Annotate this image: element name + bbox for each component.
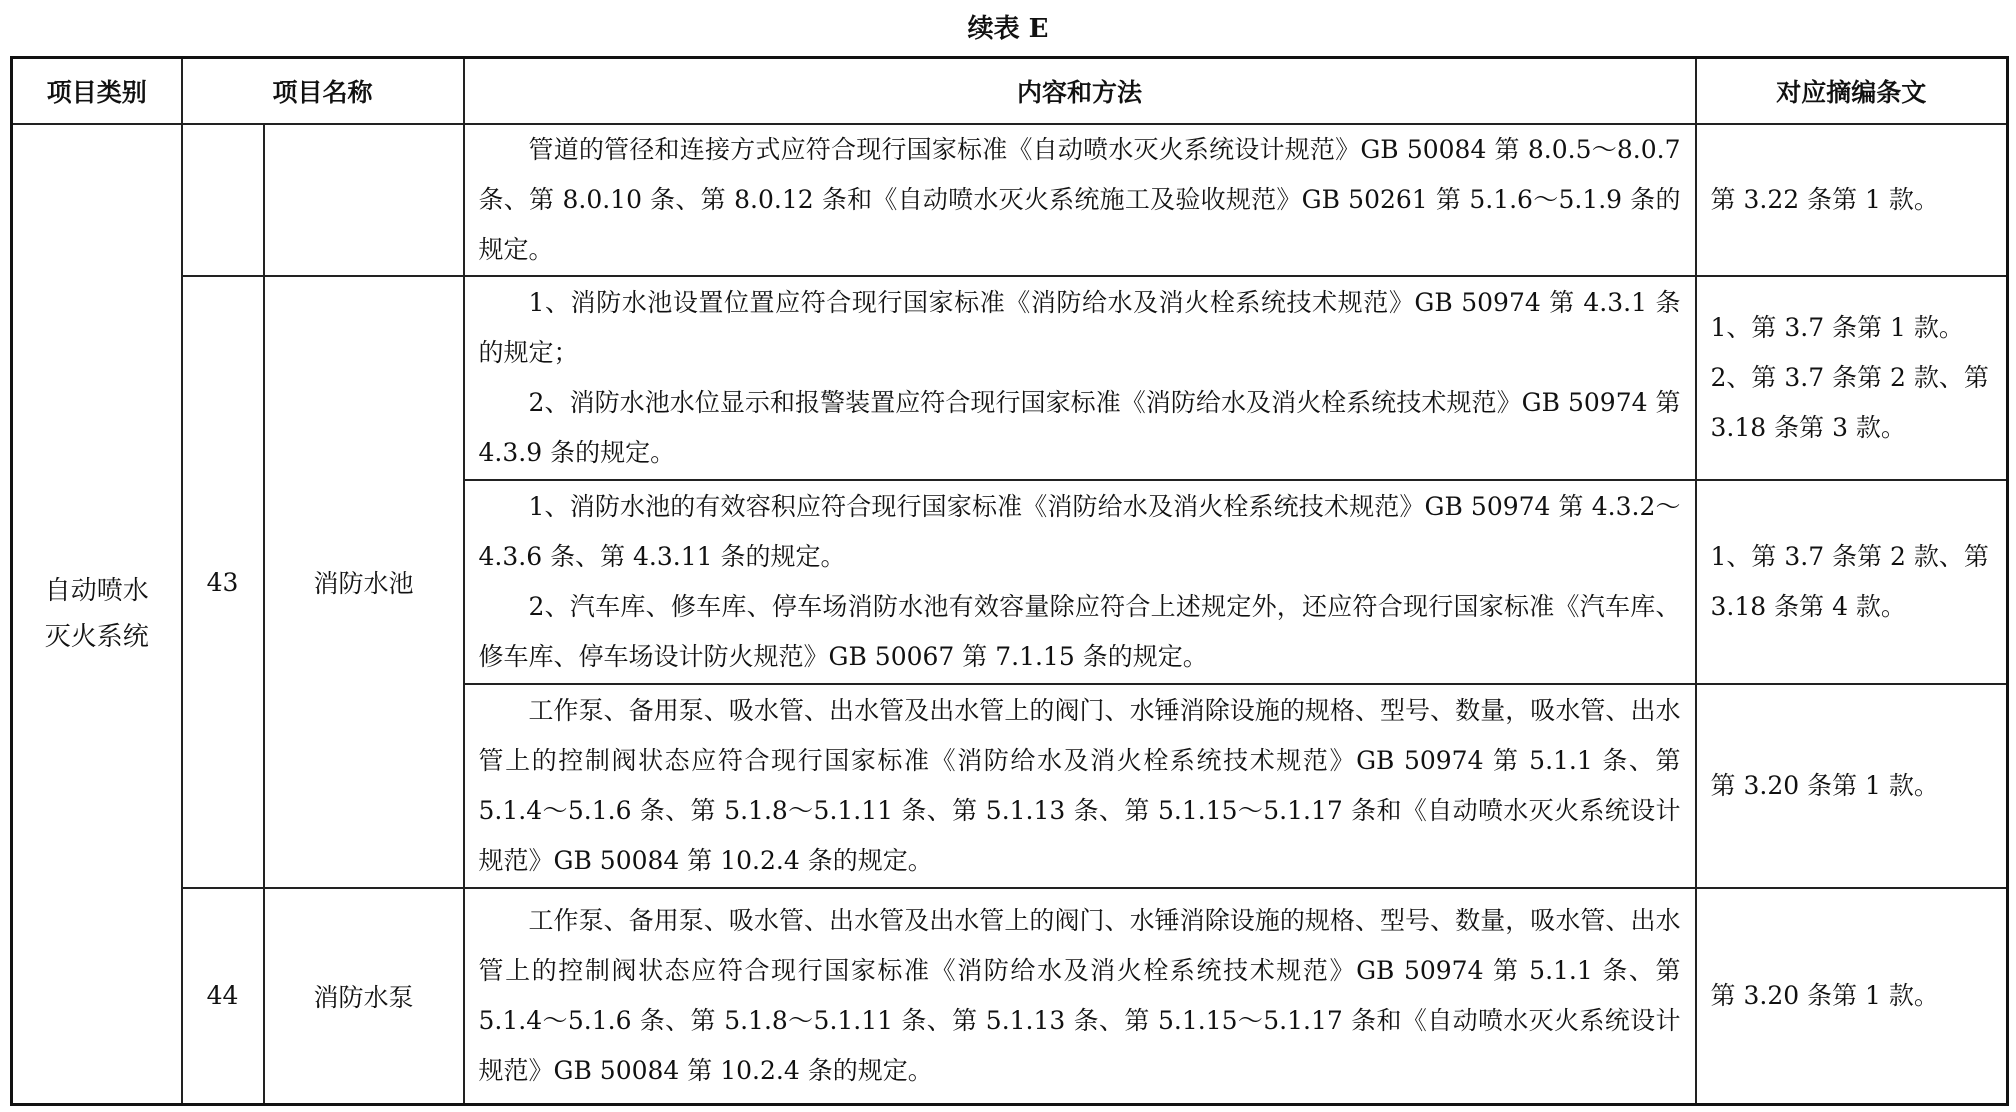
category-line: 灭火系统	[44, 621, 149, 652]
reference-line: 第 3.20 条第 1 款。	[1710, 980, 1939, 1010]
content-cell	[464, 684, 1696, 888]
reference-cell	[1696, 276, 2008, 480]
reference-cell	[1696, 684, 2008, 888]
item-name-cell: 消防水泵	[264, 888, 464, 1104]
category-line: 自动喷水	[44, 575, 149, 606]
content-paragraph: 工作泵、备用泵、吸水管、出水管及出水管上的阀门、水锤消除设施的规格、型号、数量，吸水管、出水管上的控制阀状态应符合现行国家标准《消防给水及消火栓系统技术规范》GB 50974 第 5.1.1 条、第 5.1.4～5.1.6 条、第 5.1.8～5.1.11 条、第 5.1.13 条、第 5.1.15～5.1.17 条和《自动喷水灭火系统设计规范》GB 50084 第 10.2.4 条的规定。	[478, 696, 1681, 875]
content-cell	[464, 124, 1696, 276]
header-reference: 对应摘编条文	[1696, 58, 2008, 125]
reference-line: 第 3.20 条第 1 款。	[1710, 771, 1939, 800]
content-paragraph: 管道的管径和连接方式应符合现行国家标准《自动喷水灭火系统设计规范》GB 50084 第 8.0.5～8.0.7 条、第 8.0.10 条、第 8.0.12 条和《自动喷水灭火系统施工及验收规范》GB 50261 第 5.1.6～5.1.9 条的规定。	[478, 135, 1681, 264]
content-cell	[464, 888, 1696, 1104]
item-number-cell: 44	[182, 888, 264, 1104]
table-header-row	[12, 58, 2008, 125]
content-paragraph: 工作泵、备用泵、吸水管、出水管及出水管上的阀门、水锤消除设施的规格、型号、数量，吸水管、出水管上的控制阀状态应符合现行国家标准《消防给水及消火栓系统技术规范》GB 50974 第 5.1.1 条、第 5.1.4～5.1.6 条、第 5.1.8～5.1.11 条、第 5.1.13 条、第 5.1.15～5.1.17 条和《自动喷水灭火系统设计规范》GB 50084 第 10.2.4 条的规定。	[478, 905, 1681, 1085]
header-category: 项目类别	[12, 58, 182, 125]
content-cell	[464, 480, 1696, 684]
content-cell	[464, 276, 1696, 480]
content-paragraph: 2、汽车库、修车库、停车场消防水池有效容量除应符合上述规定外，还应符合现行国家标准《汽车库、修车库、停车场设计防火规范》GB 50067 第 7.1.15 条的规定。	[478, 592, 1681, 671]
header-item-name: 项目名称	[182, 58, 464, 125]
reference-cell	[1696, 124, 2008, 276]
item-name-cell: 消防水池	[264, 276, 464, 888]
header-content: 内容和方法	[464, 58, 1696, 125]
item-number-cell: 43	[182, 276, 264, 888]
table-row	[12, 124, 2008, 276]
reference-cell	[1696, 888, 2008, 1104]
inspection-table	[10, 56, 2009, 1106]
table-row	[12, 276, 2008, 480]
reference-line: 1、第 3.7 条第 2 款、第 3.18 条第 4 款。	[1710, 542, 1989, 621]
reference-line: 1、第 3.7 条第 1 款。	[1710, 313, 1964, 342]
reference-line: 第 3.22 条第 1 款。	[1710, 185, 1939, 214]
content-paragraph: 2、消防水池水位显示和报警装置应符合现行国家标准《消防给水及消火栓系统技术规范》GB 50974 第 4.3.9 条的规定。	[478, 388, 1681, 467]
table-caption: 续表 E	[967, 14, 1049, 44]
content-paragraph: 1、消防水池设置位置应符合现行国家标准《消防给水及消火栓系统技术规范》GB 50974 第 4.3.1 条的规定；	[478, 288, 1681, 367]
content-paragraph: 1、消防水池的有效容积应符合现行国家标准《消防给水及消火栓系统技术规范》GB 50974 第 4.3.2～4.3.6 条、第 4.3.11 条的规定。	[478, 492, 1681, 571]
reference-line: 2、第 3.7 条第 2 款、第 3.18 条第 3 款。	[1710, 363, 1989, 442]
item-number-cell	[182, 124, 264, 276]
category-cell	[12, 124, 182, 1104]
table-row	[12, 888, 2008, 1104]
item-name-cell	[264, 124, 464, 276]
reference-cell	[1696, 480, 2008, 684]
